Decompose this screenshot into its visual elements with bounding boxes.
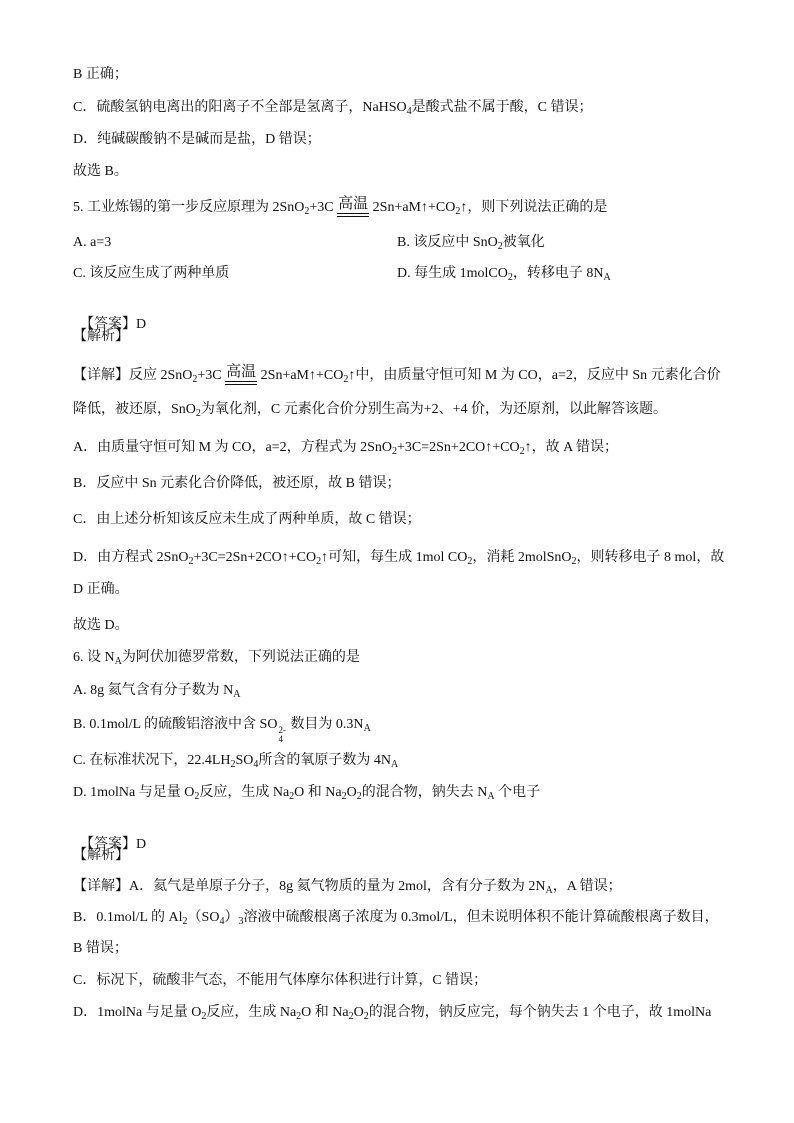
q6-option-a [73,681,240,701]
prev-analysis-line [73,65,128,85]
subscript: 2 [201,1011,207,1022]
q5-detail-line [73,438,618,458]
subscript: A [233,689,241,700]
prev-conclusion [73,162,128,182]
q6-detail-line [73,971,487,991]
subscript: 2 [455,206,461,217]
subscript: 2 [363,1011,369,1022]
q6-detail-line [73,908,719,928]
q6-detail-line [73,877,622,897]
subscript: 2 [571,556,577,567]
text-run: C．硫酸氢钠电离出的阳离子不全部是氢离子，NaHSO [73,100,407,115]
text-run: 【详解】A．氦气是单原子分子，8g 氦气物质的量为 2mol，含有分子数为 2N [73,879,546,894]
q5-detail-line [73,474,400,494]
text-run: 为阿伏加德罗常数，下列说法正确的是 [121,650,360,665]
answer-value: D [136,837,147,852]
text-run: B．0.1mol/L 的 Al [73,910,183,925]
text-run: D．由方程式 2SnO [73,550,189,565]
text-run: B. 该反应中 SnO [397,235,498,250]
text-run: 个电子 [494,785,541,800]
subscript: A [603,272,611,283]
text-run: ↑可知，每生成 1mol CO [321,550,468,565]
prev-analysis-line [73,130,321,150]
text-run: O 和 Na [301,1005,349,1020]
q6-detail-line [73,1003,711,1023]
subscript: 2 [356,791,362,802]
text-run: +3C=2Sn+2CO↑+CO [397,440,520,455]
q5-detail-line [73,580,129,600]
subscript: 2 [467,556,473,567]
text-run: D．1molNa 与足量 O [73,1005,202,1020]
text-run: B 错误； [73,941,128,956]
text-run: A．由质量守恒可知 M 为 CO，a=2，方程式为 2SnO [73,440,393,455]
text-run: ↑中，由质量守恒可知 M 为 CO，a=2，反应中 Sn 元素化合价 [348,368,721,383]
text-run: ，则转移电子 8 mol，故 [576,550,725,565]
subscript: 4 [219,916,225,927]
q5-detail-line [73,510,421,530]
q5-option-c [73,264,229,284]
text-run: O [353,1005,364,1020]
text-run: 故选 B。 [73,164,128,179]
subscript: 4 [278,734,283,744]
subscript: 2 [182,916,188,927]
q5-option-d [397,264,611,284]
subscript: 2 [304,206,310,217]
subscript: 2 [296,1011,302,1022]
text-run: 为氧化剂，C 元素化合价分别生高为+2、+4 价，为还原剂，以此解答该题。 [200,402,668,417]
text-run: SO [235,753,254,768]
subscript: 2 [195,408,201,419]
prev-analysis-line [73,98,593,118]
text-run: D．纯碱碳酸钠不是碱而是盐，D 错误； [73,132,321,147]
text-run: 降低，被还原，SnO [73,402,196,417]
q5-option-a [73,233,111,253]
subscript: 4 [406,106,412,117]
subscript: 2 [192,374,198,385]
q5-detail-line [73,548,724,568]
text-run: C．标况下，硫酸非气态，不能用气体摩尔体积进行计算，C 错误； [73,973,488,988]
subscript: A [391,759,399,770]
text-run: D. 1molNa 与足量 O [73,785,195,800]
reaction-condition: 高温 [337,197,369,217]
text-run: +3C [309,200,338,215]
text-run: O [346,785,357,800]
text-run: 2Sn+aM↑+CO [369,200,456,215]
subscript: 2 [230,759,236,770]
q6-stem [73,648,360,668]
subscript: 3 [238,916,244,927]
text-run: 反应，生成 Na [206,1005,297,1020]
text-run: D 正确。 [73,582,129,597]
q6-option-c [73,751,398,771]
subscript: 2 [289,791,295,802]
q5-conclusion [73,616,129,636]
text-run: 【详解】反应 2SnO [73,368,193,383]
subscript: A [114,656,122,667]
subscript: 2 [507,272,513,283]
text-run: A. a=3 [73,235,112,250]
q6-option-b [73,715,371,744]
text-run: +3C [197,368,226,383]
q6-analysis-heading: 【解析】 [73,848,129,863]
text-run: O 和 Na [294,785,342,800]
q5-detail-line [73,365,721,386]
text-run: 被氧化 [502,235,545,250]
text-run: ↑，则下列说法正确的是 [460,200,608,215]
text-run: B. 0.1mol/L 的硫酸铝溶液中含 SO [73,717,278,732]
subscript: A [545,885,553,896]
reaction-condition: 高温 [225,365,257,385]
q5-option-b [397,233,545,253]
subscript: A [487,791,495,802]
text-run: ，A 错误； [552,879,622,894]
subscript: 2 [519,446,525,457]
ion-charge-stack [278,726,286,744]
text-run: 反应，生成 Na [199,785,290,800]
text-run: C．由上述分析知该反应未生成了两种单质，故 C 错误； [73,512,421,527]
text-run: B 正确； [73,67,128,82]
text-run: 溶液中硫酸根离子浓度为 0.3mol/L，但未说明体积不能计算硫酸根离子数目， [243,910,719,925]
q5-detail-line [73,400,667,420]
subscript: 2 [392,446,398,457]
subscript: 2 [497,241,503,252]
answer-value: D [136,317,147,332]
text-run: ） [224,910,239,925]
text-run: +3C=2Sn+2CO↑+CO [193,550,317,565]
q6-option-d [73,783,540,803]
q6-detail-line [73,939,128,959]
text-run: 的混合物，钠反应完，每个钠失去 1 个电子，故 1molNa [368,1005,712,1020]
subscript: 2 [343,374,349,385]
text-run: ↑，故 A 错误； [524,440,618,455]
answer-label: 【答案】 [80,317,136,332]
text-run: 是酸式盐不属于酸，C 错误； [411,100,593,115]
text-run: 6. 设 N [73,650,115,665]
subscript: 2 [194,791,200,802]
text-run: 的混合物，钠失去 N [361,785,488,800]
text-run: ，消耗 2molSnO [472,550,572,565]
text-run: B．反应中 Sn 元素化合价降低，被还原，故 B 错误； [73,476,401,491]
superscript: 2- [278,725,286,735]
text-run: 2Sn+aM↑+CO [257,368,344,383]
text-run: C. 在标准状况下，22.4LH [73,753,231,768]
text-run: （SO [187,910,220,925]
text-run: ，转移电子 8N [512,266,604,281]
answer-label: 【答案】 [80,837,136,852]
text-run: 故选 D。 [73,618,129,633]
subscript: 2 [188,556,194,567]
subscript: 4 [253,759,259,770]
q5-analysis-heading: 【解析】 [73,329,129,344]
text-run: A. 8g 氦气含有分子数为 N [73,683,234,698]
subscript: 2 [341,791,347,802]
text-run: 所含的氧原子数为 4N [258,753,392,768]
text-run: D. 每生成 1molCO [397,266,508,281]
text-run: 5. 工业炼锡的第一步反应原理为 2SnO [73,200,305,215]
q5-stem [73,197,607,218]
subscript: 2 [348,1011,354,1022]
text-run: C. 该反应生成了两种单质 [73,266,230,281]
subscript: 2 [316,556,322,567]
text-run: 数目为 0.3N [286,717,364,732]
subscript: A [363,723,371,734]
